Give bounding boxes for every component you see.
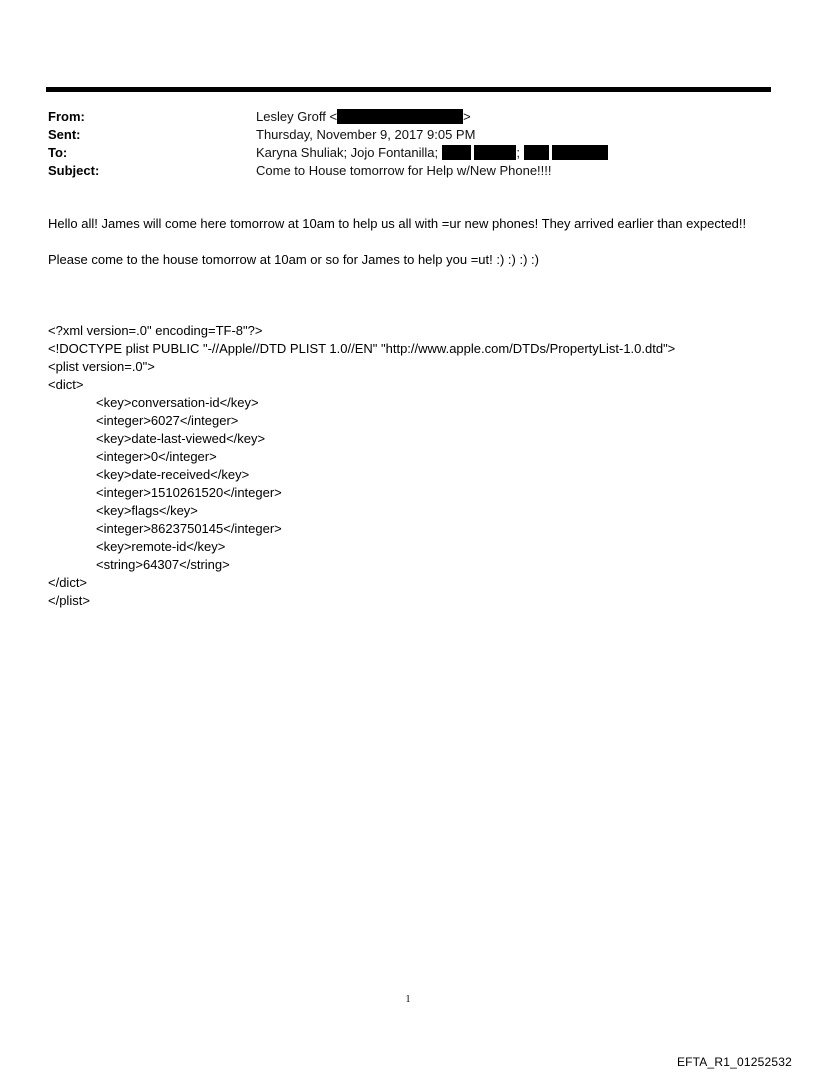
- email-header: [48, 108, 768, 180]
- xml-line: </dict>: [48, 575, 88, 590]
- to-label: To:: [48, 145, 68, 160]
- page-number: 1: [405, 994, 411, 1005]
- subject-value: Come to House tomorrow for Help w/New Phone!!!!: [256, 163, 552, 178]
- xml-line: <?xml version=.0" encoding=TF-8"?>: [48, 323, 263, 338]
- xml-line: <!DOCTYPE plist PUBLIC "-//Apple//DTD PLIST 1.0//EN" "http://www.apple.com/DTDs/PropertyList-1.0.dtd">: [48, 341, 676, 356]
- redaction-box: [442, 145, 471, 160]
- to-names: Karyna Shuliak; Jojo Fontanilla;: [256, 145, 439, 160]
- from-name: Lesley Groff <: [256, 109, 338, 124]
- sent-label: Sent:: [48, 127, 81, 142]
- subject-label: Subject:: [48, 163, 100, 178]
- xml-line: <key>date-last-viewed</key>: [96, 431, 266, 446]
- xml-line: <key>flags</key>: [96, 503, 198, 518]
- to-separator: ;: [516, 145, 520, 160]
- xml-line: <key>remote-id</key>: [96, 539, 226, 554]
- redaction-box: [524, 145, 549, 160]
- xml-line: <key>date-received</key>: [96, 467, 250, 482]
- xml-line: <integer>8623750145</integer>: [96, 521, 282, 536]
- body-paragraph: Please come to the house tomorrow at 10am or so for James to help you =ut! :) :) :) :): [48, 252, 539, 267]
- xml-line: <key>conversation-id</key>: [96, 395, 259, 410]
- xml-line: <integer>0</integer>: [96, 449, 217, 464]
- from-close: >: [463, 109, 471, 124]
- from-row: [48, 108, 768, 126]
- subject-row: [48, 162, 768, 180]
- xml-line: <dict>: [48, 377, 84, 392]
- to-value: [256, 144, 608, 162]
- from-label: From:: [48, 109, 85, 124]
- plist-xml-block: [48, 322, 768, 610]
- xml-line: <plist version=.0">: [48, 359, 155, 374]
- xml-line: <string>64307</string>: [96, 557, 230, 572]
- to-row: [48, 144, 768, 162]
- body-paragraph: Hello all! James will come here tomorrow at 10am to help us all with =ur new phones! They arrived earlier than expected!!: [48, 216, 747, 231]
- bates-number: EFTA_R1_01252532: [676, 1055, 792, 1069]
- from-value: [256, 108, 471, 126]
- email-body: [48, 215, 748, 269]
- sent-row: [48, 126, 768, 144]
- xml-line: </plist>: [48, 593, 90, 608]
- redaction-box: [337, 109, 463, 124]
- sent-value: Thursday, November 9, 2017 9:05 PM: [256, 127, 476, 142]
- redaction-box: [474, 145, 516, 160]
- xml-line: <integer>6027</integer>: [96, 413, 239, 428]
- xml-line: <integer>1510261520</integer>: [96, 485, 282, 500]
- redaction-box: [552, 145, 608, 160]
- header-divider-rule: [46, 87, 771, 92]
